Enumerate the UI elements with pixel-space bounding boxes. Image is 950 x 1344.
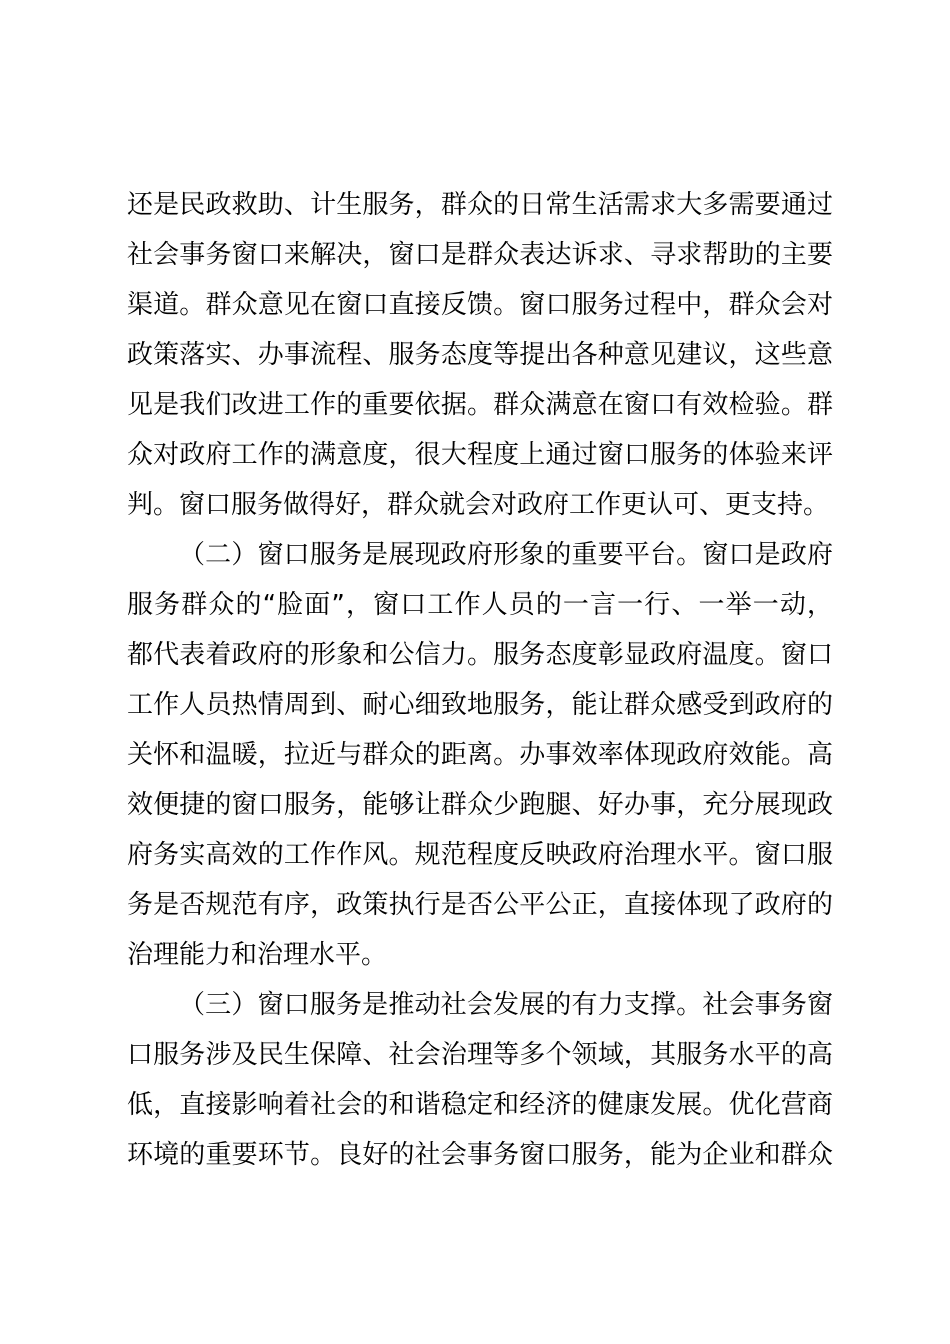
text-line: 众对政府工作的满意度，很大程度上通过窗口服务的体验来评 [127,440,833,470]
text-line: 治理能力和治理水平。 [127,940,388,970]
text-line: 社会事务窗口来解决，窗口是群众表达诉求、寻求帮助的主要 [127,240,833,270]
text-line: 判。窗口服务做得好，群众就会对政府工作更认可、更支持。 [127,490,830,520]
text-line: 关怀和温暖，拉近与群众的距离。办事效率体现政府效能。高 [127,740,833,770]
text-line: 服务群众的“脸面”，窗口工作人员的一言一行、一举一动， [127,590,833,620]
text-line: 效便捷的窗口服务，能够让群众少跑腿、好办事，充分展现政 [127,790,833,820]
text-line: 环境的重要环节。良好的社会事务窗口服务，能为企业和群众 [127,1140,833,1170]
text-line: 见是我们改进工作的重要依据。群众满意在窗口有效检验。群 [127,390,833,420]
text-line: 务是否规范有序，政策执行是否公平公正，直接体现了政府的 [127,890,833,920]
section-heading-line: （三）窗口服务是推动社会发展的有力支撑。社会事务窗 [179,990,833,1020]
text-line: 都代表着政府的形象和公信力。服务态度彰显政府温度。窗口 [127,640,833,670]
text-line: 政策落实、办事流程、服务态度等提出各种意见建议，这些意 [127,340,833,370]
text-line: 低，直接影响着社会的和谐稳定和经济的健康发展。优化营商 [127,1090,833,1120]
text-line: 工作人员热情周到、耐心细致地服务，能让群众感受到政府的 [127,690,833,720]
text-line: 还是民政救助、计生服务，群众的日常生活需求大多需要通过 [127,190,833,220]
text-line: 渠道。群众意见在窗口直接反馈。窗口服务过程中，群众会对 [127,290,833,320]
text-line: 府务实高效的工作作风。规范程度反映政府治理水平。窗口服 [127,840,833,870]
section-heading-line: （二）窗口服务是展现政府形象的重要平台。窗口是政府 [179,540,833,570]
text-line: 口服务涉及民生保障、社会治理等多个领域，其服务水平的高 [127,1040,833,1070]
body-text [127,180,833,1180]
